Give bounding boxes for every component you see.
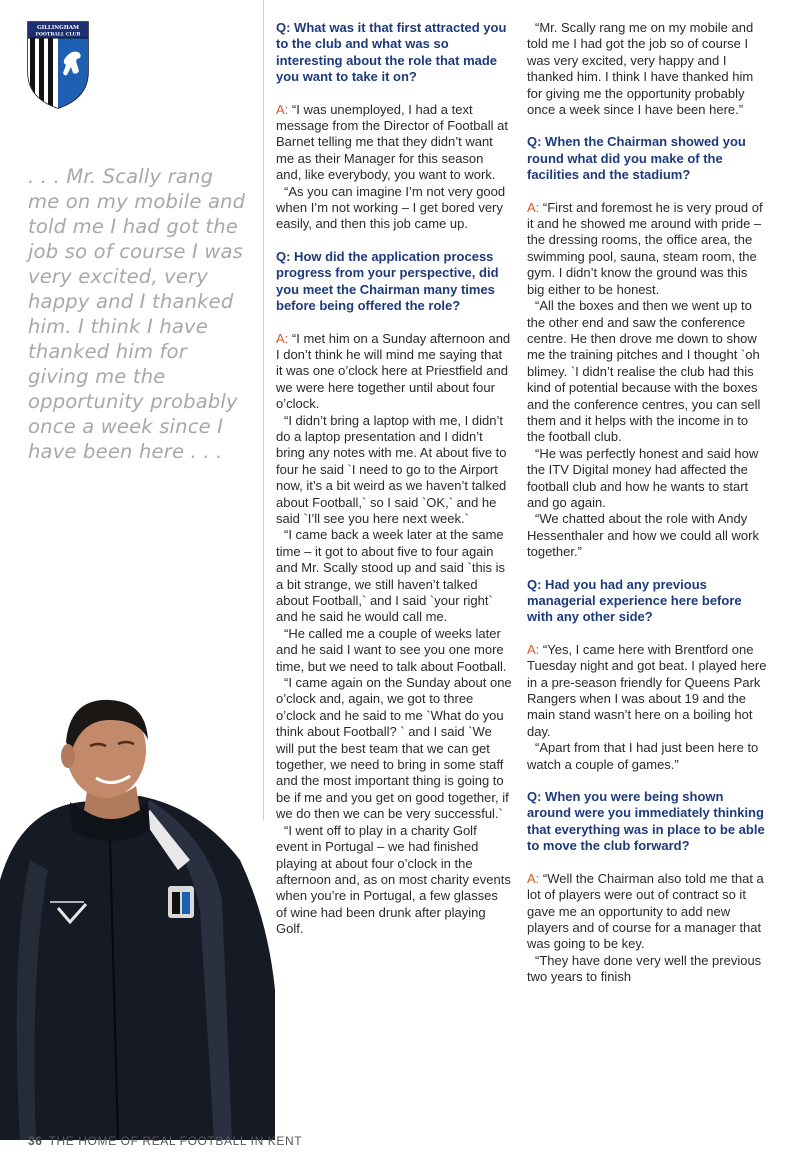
running-title: THE HOME OF REAL FOOTBALL IN KENT — [48, 1134, 303, 1148]
gillingham-crest-icon — [26, 20, 90, 110]
body-paragraph: “I came back a week later at the same time – it got to about five to four again and Mr. Scally stood up and said `this is a bit strange, we still haven’t talked about Football,` and I said `your right` and he said he would call me. — [276, 527, 506, 625]
page-number: 36 — [28, 1134, 43, 1148]
manager-photo — [0, 690, 275, 1140]
body-paragraph: “We chatted about the role with Andy Hessenthaler and how we could all work together.” — [527, 511, 759, 560]
question-heading: Q: When you were being shown around were you immediately thinking that everything was in place to be able to move the club forward? — [527, 789, 765, 854]
answer-text: “I was unemployed, I had a text message from the Director of Football at Barnet telling me that they didn’t want me as their Manager for this season and, like everybody, you want to work. — [276, 101, 508, 183]
answer-paragraph — [527, 642, 767, 740]
body-paragraph: “He called me a couple of weeks later and he said I want to see you one more time, but we need to talk about Football. — [276, 625, 507, 674]
body-paragraph: “Mr. Scally rang me on my mobile and told me I had got the job so of course I was very excited, very happy and I thanked him. I think I have thanked him for giving me the opportunity probably once a week since I have been here.” — [527, 20, 754, 118]
answer-marker: A: — [276, 101, 289, 117]
question-heading: Q: When the Chairman showed you round what did you make of the facilities and the stadium? — [527, 134, 746, 183]
answer-marker: A: — [527, 199, 540, 215]
question-heading: Q: How did the application process progress from your perspective, did you meet the Chairman many times before being offered the role? — [276, 248, 499, 314]
body-paragraph: “As you can imagine I’m not very good when I’m not working – I get bored very easily, and then this job came up. — [276, 183, 506, 232]
body-paragraph: “I didn’t bring a laptop with me, I didn’t do a laptop presentation and I didn’t bring any notes with me. At about five to four he said `I need to go to the Airport now, it’s a bit weird as we haven’t talked about Football,` so I said `OK,` and he said `I’ll see you here next week.` — [276, 412, 507, 526]
body-paragraph: “I came again on the Sunday about one o’clock and, again, we got to three o’clock and he said to me `What do you think about Football? ` and I said `We will put the best team that we can get together, we need to bring in some staff and the most important thing is going to be if me and you get on good together, if we do then we can be very successful.` — [276, 675, 512, 822]
answer-marker: A: — [527, 641, 540, 657]
body-paragraph: “He was perfectly honest and said how the ITV Digital money had affected the football club and how he wants to start and go again. — [527, 445, 759, 510]
answer-paragraph — [276, 102, 512, 184]
question-heading: Q: What was it that first attracted you to the club and what was so interesting about the role that made you want to take it on? — [276, 20, 507, 85]
answer-marker: A: — [276, 330, 289, 346]
answer-paragraph — [527, 200, 767, 298]
answer-text: “First and foremost he is very proud of it and he showed me around with pride – the dressing rooms, the office area, the swimming pool, sauna, steam room, the gym. I didn’t know the ground was this big either to be honest. — [527, 199, 763, 297]
text-column-1 — [276, 20, 512, 938]
answer-paragraph — [527, 871, 767, 953]
body-paragraph: “All the boxes and then we went up to the other end and saw the conference centre. He then drove me down to show me the training pitches and I thought `oh blimey. `I didn’t realise the club had this kind of potential because with the boxes and the conference centres, you can sell them and it helps with the income in to the football club. — [527, 298, 761, 445]
pull-quote: . . . Mr. Scally rang me on my mobile and told me I had got the job so of course I was very excited, very happy and I thanked him. I think I have thanked him for giving me the opportunity probably once a week since I have been here . . . — [28, 165, 246, 463]
answer-text: “Well the Chairman also told me that a lot of players were out of contract so it gave me an opportunity to add new players and of course for a manager that was going to be key. — [527, 870, 764, 952]
body-paragraph: “Apart from that I had just been here to watch a couple of games.” — [527, 740, 759, 772]
answer-text: “Yes, I came here with Brentford one Tuesday night and got beat. I played here in a pre-season friendly for Queens Park Rangers when I was about 19 and the main stand wasn’t here on a boiling hot day. — [527, 641, 767, 739]
page-footer — [28, 1134, 302, 1148]
body-paragraph: “I went off to play in a charity Golf event in Portugal – we had finished playing at about four o’clock in the afternoon and, as on most charity events when you’re in Portugal, a few glasses of wine had been drunk after playing Golf. — [276, 822, 511, 937]
answer-marker: A: — [527, 870, 540, 886]
svg-text:GILLINGHAM: GILLINGHAM — [36, 25, 80, 31]
question-heading: Q: Had you had any previous managerial experience here before with any other side? — [527, 576, 742, 625]
svg-text:FOOTBALL CLUB: FOOTBALL CLUB — [35, 32, 81, 38]
text-column-2 — [527, 20, 767, 986]
answer-paragraph — [276, 331, 512, 413]
body-paragraph: “They have done very well the previous two years to finish — [527, 952, 762, 985]
answer-text: “I met him on a Sunday afternoon and I don’t think he will mind me saying that it was one o’clock here at Priestfield and we were here together until about four o’clock. — [276, 330, 511, 412]
